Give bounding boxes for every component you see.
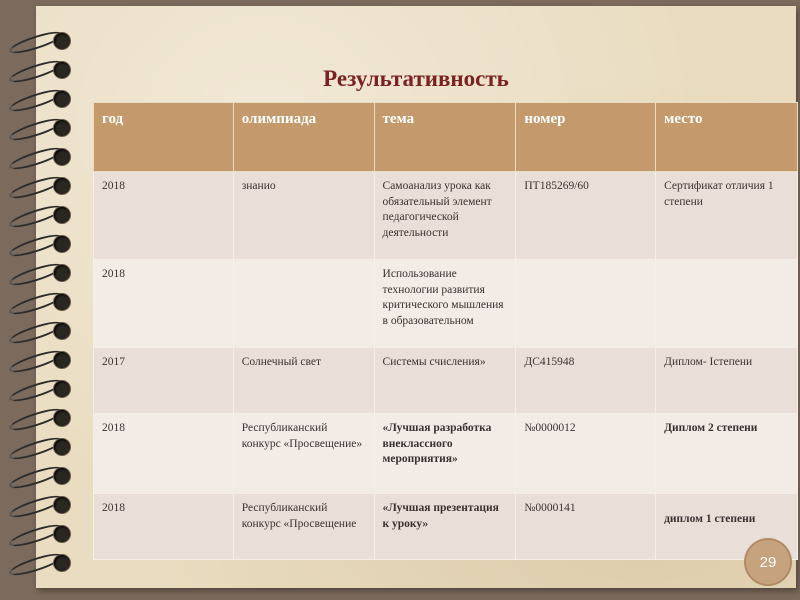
spiral-ring-icon	[8, 526, 72, 542]
cell-year: 2017	[94, 348, 234, 414]
spiral-ring-icon	[8, 352, 72, 368]
cell-topic: Использование технологии развития критического мышления в образовательном	[374, 260, 516, 348]
cell-olympiad: Республиканский конкурс «Просвещение	[233, 494, 374, 560]
cell-place: Диплом 2 степени	[656, 414, 798, 494]
table-row	[94, 494, 798, 560]
table-row	[94, 172, 798, 260]
spiral-ring-icon	[8, 91, 72, 107]
cell-year: 2018	[94, 260, 234, 348]
cell-place: Сертификат отличия 1 степени	[656, 172, 798, 260]
spiral-ring-icon	[8, 120, 72, 136]
cell-year: 2018	[94, 172, 234, 260]
spiral-ring-icon	[8, 236, 72, 252]
spiral-ring-icon	[8, 468, 72, 484]
spiral-ring-icon	[8, 555, 72, 571]
spiral-ring-icon	[8, 265, 72, 281]
cell-topic: «Лучшая разработка внеклассного мероприятия»	[374, 414, 516, 494]
column-header-year: год	[94, 103, 234, 172]
cell-topic: «Лучшая презентация к уроку»	[374, 494, 516, 560]
spiral-ring-icon	[8, 294, 72, 310]
table-row	[94, 260, 798, 348]
spiral-ring-icon	[8, 410, 72, 426]
spiral-ring-icon	[8, 497, 72, 513]
cell-number: №0000141	[516, 494, 656, 560]
table-row	[94, 348, 798, 414]
cell-topic: Системы счисления»	[374, 348, 516, 414]
spiral-ring-icon	[8, 149, 72, 165]
table-header-row	[94, 103, 798, 172]
spiral-ring-icon	[8, 381, 72, 397]
cell-year: 2018	[94, 494, 234, 560]
results-table	[93, 102, 798, 560]
cell-olympiad	[233, 260, 374, 348]
page-number-badge: 29	[746, 540, 790, 584]
spiral-ring-icon	[8, 323, 72, 339]
cell-olympiad: знанио	[233, 172, 374, 260]
column-header-olympiad: олимпиада	[233, 103, 374, 172]
spiral-ring-icon	[8, 439, 72, 455]
table-row	[94, 414, 798, 494]
cell-number	[516, 260, 656, 348]
spiral-ring-icon	[8, 33, 72, 49]
cell-number: ПТ185269/60	[516, 172, 656, 260]
cell-place	[656, 260, 798, 348]
column-header-number: номер	[516, 103, 656, 172]
spiral-ring-icon	[8, 207, 72, 223]
column-header-place: место	[656, 103, 798, 172]
cell-number: ДС415948	[516, 348, 656, 414]
spiral-ring-icon	[8, 178, 72, 194]
page-title: Результативность	[323, 66, 509, 91]
notebook-page	[36, 6, 796, 588]
cell-olympiad: Республиканский конкурс «Просвещение»	[233, 414, 374, 494]
cell-place: Диплом- Iстепени	[656, 348, 798, 414]
cell-olympiad: Солнечный свет	[233, 348, 374, 414]
cell-year: 2018	[94, 414, 234, 494]
column-header-topic: тема	[374, 103, 516, 172]
spiral-ring-icon	[8, 62, 72, 78]
cell-number: №0000012	[516, 414, 656, 494]
cell-topic: Самоанализ урока как обязательный элемент педагогической деятельности	[374, 172, 516, 260]
cell-place: диплом 1 степени	[656, 494, 798, 560]
